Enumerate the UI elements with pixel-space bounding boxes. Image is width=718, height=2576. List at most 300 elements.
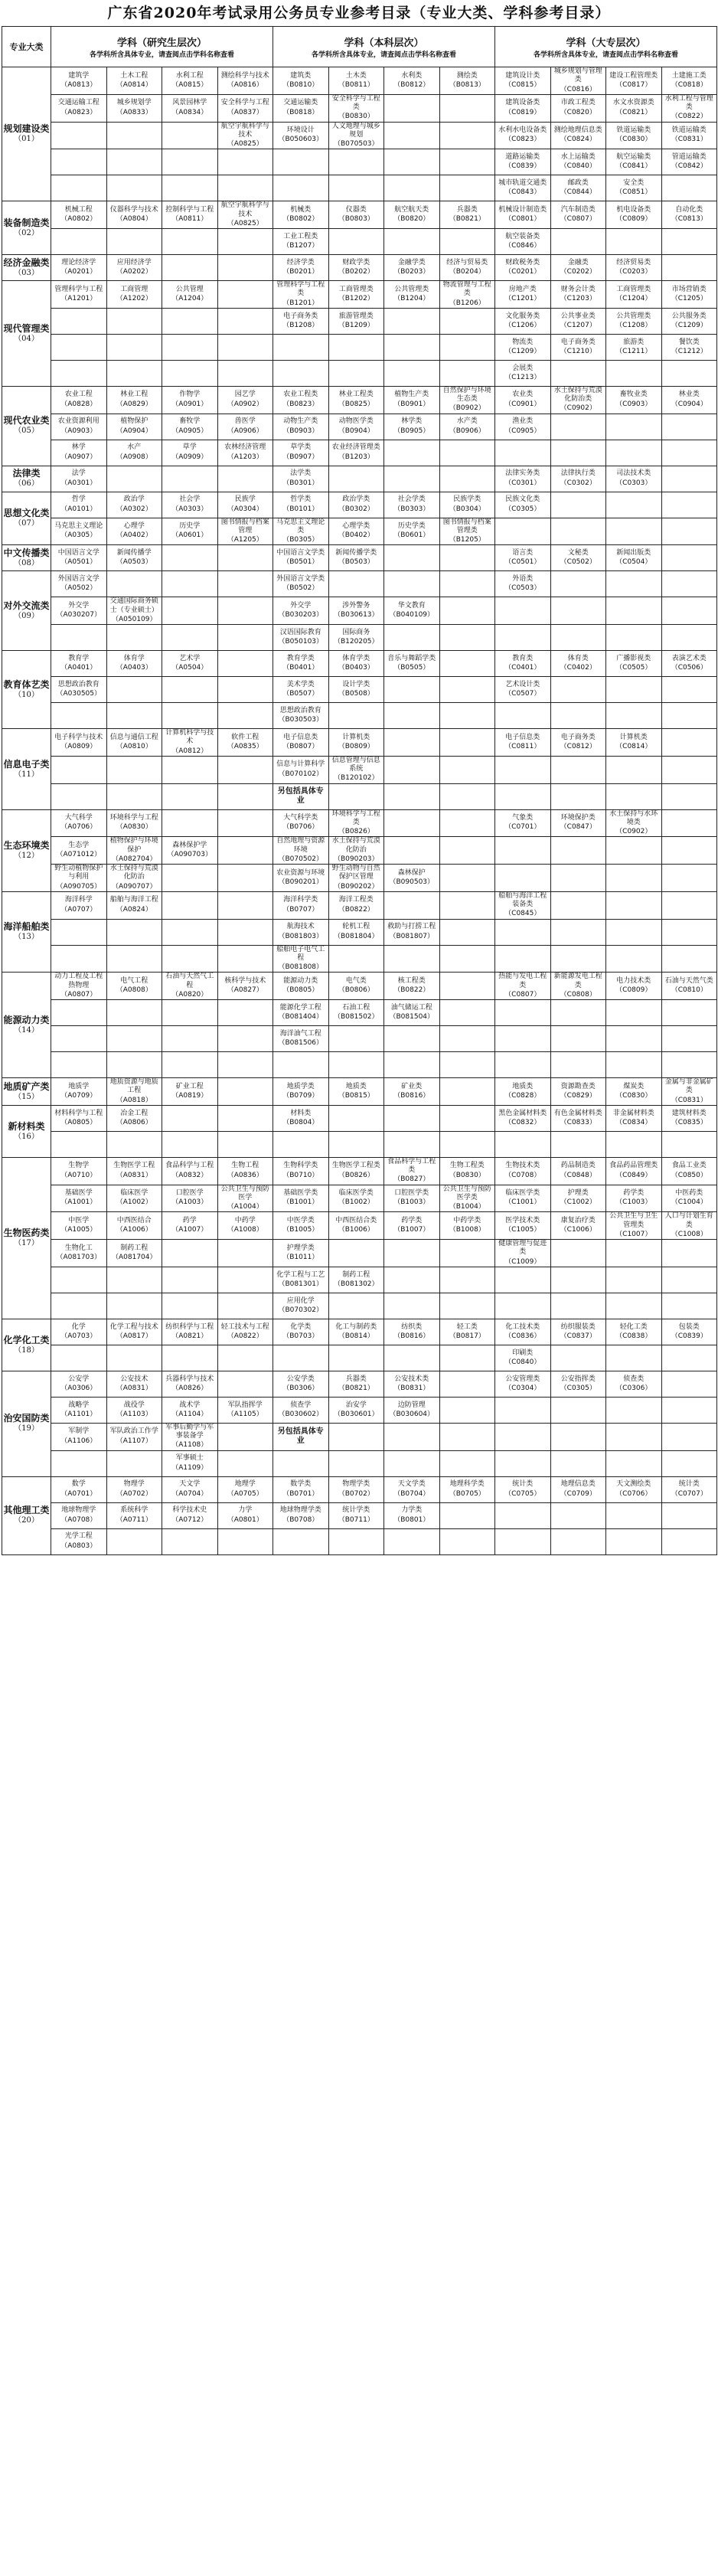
subject-cell[interactable] — [162, 973, 218, 1000]
subject-cell[interactable] — [550, 1105, 606, 1131]
subject-cell[interactable] — [51, 201, 107, 229]
subject-cell[interactable] — [384, 386, 440, 414]
subject-cell[interactable] — [328, 1397, 384, 1423]
subject-cell[interactable] — [51, 1319, 107, 1345]
subject-cell[interactable] — [273, 1397, 329, 1423]
subject-cell[interactable] — [661, 973, 717, 1000]
subject-cell[interactable] — [273, 281, 329, 309]
subject-cell[interactable] — [384, 67, 440, 95]
subject-cell[interactable] — [217, 440, 273, 466]
subject-cell[interactable] — [328, 440, 384, 466]
subject-cell[interactable] — [606, 729, 662, 757]
subject-cell[interactable] — [384, 865, 440, 892]
subject-cell[interactable] — [550, 1371, 606, 1397]
subject-cell[interactable] — [51, 1240, 107, 1267]
subject-cell[interactable] — [51, 414, 107, 440]
subject-cell[interactable] — [51, 466, 107, 492]
subject-cell[interactable] — [51, 1212, 107, 1240]
subject-cell[interactable] — [273, 67, 329, 95]
subject-cell[interactable] — [328, 1319, 384, 1345]
subject-cell[interactable] — [273, 255, 329, 281]
subject-cell[interactable] — [273, 571, 329, 597]
subject-cell[interactable] — [328, 201, 384, 229]
subject-cell[interactable] — [106, 201, 162, 229]
subject-cell[interactable] — [606, 255, 662, 281]
subject-cell[interactable] — [550, 122, 606, 149]
subject-cell[interactable] — [273, 837, 329, 865]
subject-cell[interactable] — [328, 94, 384, 122]
subject-cell[interactable] — [106, 67, 162, 95]
subject-cell[interactable] — [273, 440, 329, 466]
subject-cell[interactable] — [273, 756, 329, 783]
subject-cell[interactable] — [273, 945, 329, 973]
subject-cell[interactable] — [273, 865, 329, 892]
subject-cell[interactable] — [273, 518, 329, 545]
subject-cell[interactable] — [217, 201, 273, 229]
subject-cell[interactable] — [51, 837, 107, 865]
subject-cell[interactable] — [106, 729, 162, 757]
subject-cell[interactable] — [606, 1078, 662, 1106]
subject-cell[interactable] — [439, 492, 495, 518]
subject-cell[interactable] — [162, 1319, 218, 1345]
subject-cell[interactable] — [661, 94, 717, 122]
subject-cell[interactable] — [661, 201, 717, 229]
subject-cell[interactable] — [328, 677, 384, 703]
subject-cell[interactable] — [384, 1371, 440, 1397]
subject-cell[interactable] — [51, 651, 107, 677]
subject-cell[interactable] — [273, 492, 329, 518]
subject-cell[interactable] — [51, 729, 107, 757]
subject-cell[interactable] — [106, 94, 162, 122]
subject-cell[interactable] — [606, 1476, 662, 1502]
subject-cell[interactable] — [495, 122, 551, 149]
subject-cell[interactable] — [495, 1157, 551, 1185]
subject-cell[interactable] — [495, 175, 551, 201]
subject-cell[interactable] — [384, 1319, 440, 1345]
subject-cell[interactable] — [217, 67, 273, 95]
subject-cell[interactable] — [162, 1423, 218, 1450]
subject-cell[interactable] — [606, 1185, 662, 1212]
subject-cell[interactable] — [273, 1105, 329, 1131]
subject-cell[interactable] — [51, 67, 107, 95]
subject-cell[interactable] — [606, 545, 662, 571]
subject-cell[interactable] — [51, 1105, 107, 1131]
subject-cell[interactable] — [328, 1476, 384, 1502]
subject-cell[interactable] — [550, 175, 606, 201]
subject-cell[interactable] — [606, 67, 662, 95]
subject-cell[interactable] — [661, 1185, 717, 1212]
subject-cell[interactable] — [384, 651, 440, 677]
subject-cell[interactable] — [495, 334, 551, 360]
subject-cell[interactable] — [273, 1026, 329, 1052]
subject-cell[interactable] — [661, 308, 717, 334]
subject-cell[interactable] — [550, 1157, 606, 1185]
subject-cell[interactable] — [328, 1078, 384, 1106]
subject-cell[interactable] — [606, 308, 662, 334]
subject-cell[interactable] — [495, 492, 551, 518]
subject-cell[interactable] — [384, 1476, 440, 1502]
subject-cell[interactable] — [661, 651, 717, 677]
subject-cell[interactable] — [384, 1397, 440, 1423]
subject-cell[interactable] — [106, 1240, 162, 1267]
subject-cell[interactable] — [162, 414, 218, 440]
subject-cell[interactable] — [328, 891, 384, 919]
subject-cell[interactable] — [384, 1078, 440, 1106]
subject-cell[interactable] — [273, 651, 329, 677]
subject-cell[interactable] — [162, 837, 218, 865]
subject-cell[interactable] — [495, 1240, 551, 1267]
subject-cell[interactable] — [51, 597, 107, 625]
subject-cell[interactable] — [384, 281, 440, 309]
subject-cell[interactable] — [550, 466, 606, 492]
subject-cell[interactable] — [328, 492, 384, 518]
subject-cell[interactable] — [661, 1476, 717, 1502]
subject-cell[interactable] — [162, 1450, 218, 1476]
subject-cell[interactable] — [384, 1000, 440, 1026]
subject-cell[interactable] — [495, 973, 551, 1000]
subject-cell[interactable] — [495, 677, 551, 703]
subject-cell[interactable] — [217, 973, 273, 1000]
subject-cell[interactable] — [384, 201, 440, 229]
subject-cell[interactable] — [384, 255, 440, 281]
subject-cell[interactable] — [495, 1345, 551, 1371]
subject-cell[interactable] — [439, 414, 495, 440]
subject-cell[interactable] — [328, 651, 384, 677]
subject-cell[interactable] — [328, 1502, 384, 1528]
subject-cell[interactable] — [328, 729, 384, 757]
subject-cell[interactable] — [273, 677, 329, 703]
subject-cell[interactable] — [51, 386, 107, 414]
subject-cell[interactable] — [162, 94, 218, 122]
subject-cell[interactable] — [217, 492, 273, 518]
subject-cell[interactable] — [51, 255, 107, 281]
subject-cell[interactable] — [217, 1157, 273, 1185]
subject-cell[interactable] — [550, 973, 606, 1000]
subject-cell[interactable] — [51, 492, 107, 518]
subject-cell[interactable] — [384, 414, 440, 440]
subject-cell[interactable] — [495, 729, 551, 757]
subject-cell[interactable] — [162, 651, 218, 677]
subject-cell[interactable] — [439, 255, 495, 281]
subject-cell[interactable] — [550, 255, 606, 281]
subject-cell[interactable] — [217, 1319, 273, 1345]
subject-cell[interactable] — [661, 1319, 717, 1345]
subject-cell[interactable] — [328, 255, 384, 281]
subject-cell[interactable] — [328, 809, 384, 837]
subject-cell[interactable] — [328, 919, 384, 945]
subject-cell[interactable] — [439, 281, 495, 309]
subject-cell[interactable] — [495, 809, 551, 837]
subject-cell[interactable] — [217, 94, 273, 122]
subject-cell[interactable] — [328, 386, 384, 414]
subject-cell[interactable] — [273, 1371, 329, 1397]
subject-cell[interactable] — [162, 1502, 218, 1528]
subject-cell[interactable] — [273, 919, 329, 945]
subject-cell[interactable] — [550, 809, 606, 837]
subject-cell[interactable] — [273, 703, 329, 729]
subject-cell[interactable] — [384, 1212, 440, 1240]
subject-cell[interactable] — [439, 1476, 495, 1502]
subject-cell[interactable] — [495, 229, 551, 255]
subject-cell[interactable] — [273, 545, 329, 571]
subject-cell[interactable] — [550, 1476, 606, 1502]
subject-cell[interactable] — [550, 334, 606, 360]
subject-cell[interactable] — [51, 281, 107, 309]
subject-cell[interactable] — [106, 891, 162, 919]
subject-cell[interactable] — [51, 1157, 107, 1185]
subject-cell[interactable] — [162, 492, 218, 518]
subject-cell[interactable] — [162, 729, 218, 757]
subject-cell[interactable] — [106, 1502, 162, 1528]
subject-cell[interactable] — [106, 651, 162, 677]
subject-cell[interactable] — [217, 1502, 273, 1528]
subject-cell[interactable] — [51, 1502, 107, 1528]
subject-cell[interactable] — [550, 308, 606, 334]
subject-cell[interactable] — [328, 837, 384, 865]
subject-cell[interactable] — [51, 1423, 107, 1450]
subject-cell[interactable] — [106, 597, 162, 625]
subject-cell[interactable] — [495, 94, 551, 122]
subject-cell[interactable] — [162, 518, 218, 545]
subject-cell[interactable] — [384, 492, 440, 518]
subject-cell[interactable] — [106, 386, 162, 414]
subject-cell[interactable] — [273, 1293, 329, 1319]
subject-cell[interactable] — [273, 597, 329, 625]
subject-cell[interactable] — [217, 122, 273, 149]
subject-cell[interactable] — [106, 1212, 162, 1240]
subject-cell[interactable] — [217, 1212, 273, 1240]
subject-cell[interactable] — [106, 865, 162, 892]
subject-cell[interactable] — [106, 1078, 162, 1106]
subject-cell[interactable] — [550, 201, 606, 229]
subject-cell[interactable] — [106, 973, 162, 1000]
subject-cell[interactable] — [328, 756, 384, 783]
subject-cell[interactable] — [606, 1319, 662, 1345]
subject-cell[interactable] — [661, 334, 717, 360]
subject-cell[interactable] — [106, 1423, 162, 1450]
subject-cell[interactable] — [661, 1078, 717, 1106]
subject-cell[interactable] — [495, 386, 551, 414]
subject-cell[interactable] — [384, 1185, 440, 1212]
subject-cell[interactable] — [606, 1371, 662, 1397]
subject-cell[interactable] — [273, 1078, 329, 1106]
subject-cell[interactable] — [495, 67, 551, 95]
subject-cell[interactable] — [328, 1185, 384, 1212]
subject-cell[interactable] — [51, 545, 107, 571]
subject-cell[interactable] — [439, 1185, 495, 1212]
subject-cell[interactable] — [217, 1476, 273, 1502]
subject-cell[interactable] — [162, 1371, 218, 1397]
subject-cell[interactable] — [51, 809, 107, 837]
subject-cell[interactable] — [550, 149, 606, 175]
subject-cell[interactable] — [439, 1157, 495, 1185]
subject-cell[interactable] — [162, 67, 218, 95]
subject-cell[interactable] — [106, 492, 162, 518]
subject-cell[interactable] — [217, 1397, 273, 1423]
subject-cell[interactable] — [162, 1157, 218, 1185]
subject-cell[interactable] — [550, 281, 606, 309]
subject-cell[interactable] — [495, 414, 551, 440]
subject-cell[interactable] — [495, 1185, 551, 1212]
subject-cell[interactable] — [328, 973, 384, 1000]
subject-cell[interactable] — [550, 94, 606, 122]
subject-cell[interactable] — [273, 466, 329, 492]
subject-cell[interactable] — [162, 1476, 218, 1502]
subject-cell[interactable] — [106, 281, 162, 309]
subject-cell[interactable] — [273, 973, 329, 1000]
subject-cell[interactable] — [328, 625, 384, 651]
subject-cell[interactable] — [273, 229, 329, 255]
subject-cell[interactable] — [273, 1185, 329, 1212]
subject-cell[interactable] — [273, 308, 329, 334]
subject-cell[interactable] — [495, 281, 551, 309]
subject-cell[interactable] — [217, 729, 273, 757]
subject-cell[interactable] — [606, 1105, 662, 1131]
subject-cell[interactable] — [273, 625, 329, 651]
subject-cell[interactable] — [106, 414, 162, 440]
subject-cell[interactable] — [328, 414, 384, 440]
subject-cell[interactable] — [328, 1267, 384, 1293]
subject-cell[interactable] — [217, 386, 273, 414]
subject-cell[interactable] — [606, 973, 662, 1000]
subject-cell[interactable] — [217, 414, 273, 440]
subject-cell[interactable] — [495, 571, 551, 597]
subject-cell[interactable] — [606, 386, 662, 414]
subject-cell[interactable] — [51, 677, 107, 703]
subject-cell[interactable] — [550, 1185, 606, 1212]
subject-cell[interactable] — [106, 1157, 162, 1185]
subject-cell[interactable] — [273, 94, 329, 122]
subject-cell[interactable] — [106, 1319, 162, 1345]
subject-cell[interactable] — [495, 1105, 551, 1131]
subject-cell[interactable] — [384, 1157, 440, 1185]
subject-cell[interactable] — [273, 122, 329, 149]
subject-cell[interactable] — [162, 201, 218, 229]
subject-cell[interactable] — [328, 122, 384, 149]
subject-cell[interactable] — [51, 891, 107, 919]
subject-cell[interactable] — [273, 1476, 329, 1502]
subject-cell[interactable] — [550, 545, 606, 571]
subject-cell[interactable] — [273, 729, 329, 757]
subject-cell[interactable] — [661, 1212, 717, 1240]
subject-cell[interactable] — [495, 545, 551, 571]
subject-cell[interactable] — [606, 651, 662, 677]
subject-cell[interactable] — [273, 1267, 329, 1293]
subject-cell[interactable] — [106, 545, 162, 571]
subject-cell[interactable] — [328, 281, 384, 309]
subject-cell[interactable] — [106, 1397, 162, 1423]
subject-cell[interactable] — [606, 281, 662, 309]
subject-cell[interactable] — [439, 518, 495, 545]
subject-cell[interactable] — [606, 809, 662, 837]
subject-cell[interactable] — [550, 1319, 606, 1345]
subject-cell[interactable] — [550, 1078, 606, 1106]
subject-cell[interactable] — [162, 281, 218, 309]
subject-cell[interactable] — [384, 1502, 440, 1528]
subject-cell[interactable] — [51, 1371, 107, 1397]
subject-cell[interactable] — [495, 149, 551, 175]
subject-cell[interactable] — [606, 466, 662, 492]
subject-cell[interactable] — [273, 1157, 329, 1185]
subject-cell[interactable] — [550, 1212, 606, 1240]
subject-cell[interactable] — [606, 175, 662, 201]
subject-cell[interactable] — [273, 809, 329, 837]
subject-cell[interactable] — [51, 973, 107, 1000]
subject-cell[interactable] — [51, 571, 107, 597]
subject-cell[interactable] — [51, 94, 107, 122]
subject-cell[interactable] — [439, 201, 495, 229]
subject-cell[interactable] — [273, 1000, 329, 1026]
subject-cell[interactable] — [495, 1371, 551, 1397]
subject-cell[interactable] — [606, 94, 662, 122]
subject-cell[interactable] — [495, 891, 551, 919]
subject-cell[interactable] — [106, 440, 162, 466]
subject-cell[interactable] — [384, 919, 440, 945]
subject-cell[interactable] — [495, 1319, 551, 1345]
subject-cell[interactable] — [162, 440, 218, 466]
subject-cell[interactable] — [495, 308, 551, 334]
subject-cell[interactable] — [106, 1185, 162, 1212]
subject-cell[interactable] — [106, 255, 162, 281]
subject-cell[interactable] — [328, 1212, 384, 1240]
subject-cell[interactable] — [550, 67, 606, 95]
subject-cell[interactable] — [51, 1397, 107, 1423]
subject-cell[interactable] — [495, 651, 551, 677]
subject-cell[interactable] — [661, 122, 717, 149]
subject-cell[interactable] — [495, 255, 551, 281]
subject-cell[interactable] — [273, 201, 329, 229]
subject-cell[interactable] — [384, 518, 440, 545]
subject-cell[interactable] — [328, 67, 384, 95]
subject-cell[interactable] — [273, 386, 329, 414]
subject-cell[interactable] — [606, 1157, 662, 1185]
subject-cell[interactable] — [550, 729, 606, 757]
subject-cell[interactable] — [273, 1319, 329, 1345]
subject-cell[interactable] — [384, 973, 440, 1000]
subject-cell[interactable] — [495, 1212, 551, 1240]
subject-cell[interactable] — [217, 518, 273, 545]
subject-cell[interactable] — [162, 1185, 218, 1212]
subject-cell[interactable] — [162, 1397, 218, 1423]
subject-cell[interactable] — [328, 518, 384, 545]
subject-cell[interactable] — [217, 1185, 273, 1212]
subject-cell[interactable] — [328, 545, 384, 571]
subject-cell[interactable] — [439, 386, 495, 414]
subject-cell[interactable] — [606, 122, 662, 149]
subject-cell[interactable] — [439, 67, 495, 95]
subject-cell[interactable] — [328, 308, 384, 334]
subject-cell[interactable] — [495, 1078, 551, 1106]
subject-cell[interactable] — [606, 201, 662, 229]
subject-cell[interactable] — [106, 837, 162, 865]
subject-cell[interactable] — [384, 597, 440, 625]
subject-cell[interactable] — [661, 281, 717, 309]
subject-cell[interactable] — [162, 386, 218, 414]
subject-cell[interactable] — [106, 809, 162, 837]
subject-cell[interactable] — [51, 440, 107, 466]
subject-cell[interactable] — [51, 865, 107, 892]
subject-cell[interactable] — [51, 1078, 107, 1106]
subject-cell[interactable] — [328, 1157, 384, 1185]
subject-cell[interactable] — [162, 1078, 218, 1106]
subject-cell[interactable] — [51, 1528, 107, 1554]
subject-cell[interactable] — [273, 891, 329, 919]
subject-cell[interactable] — [661, 1157, 717, 1185]
subject-cell[interactable] — [273, 1212, 329, 1240]
subject-cell[interactable] — [106, 1371, 162, 1397]
subject-cell[interactable] — [162, 1212, 218, 1240]
subject-cell[interactable] — [550, 386, 606, 414]
